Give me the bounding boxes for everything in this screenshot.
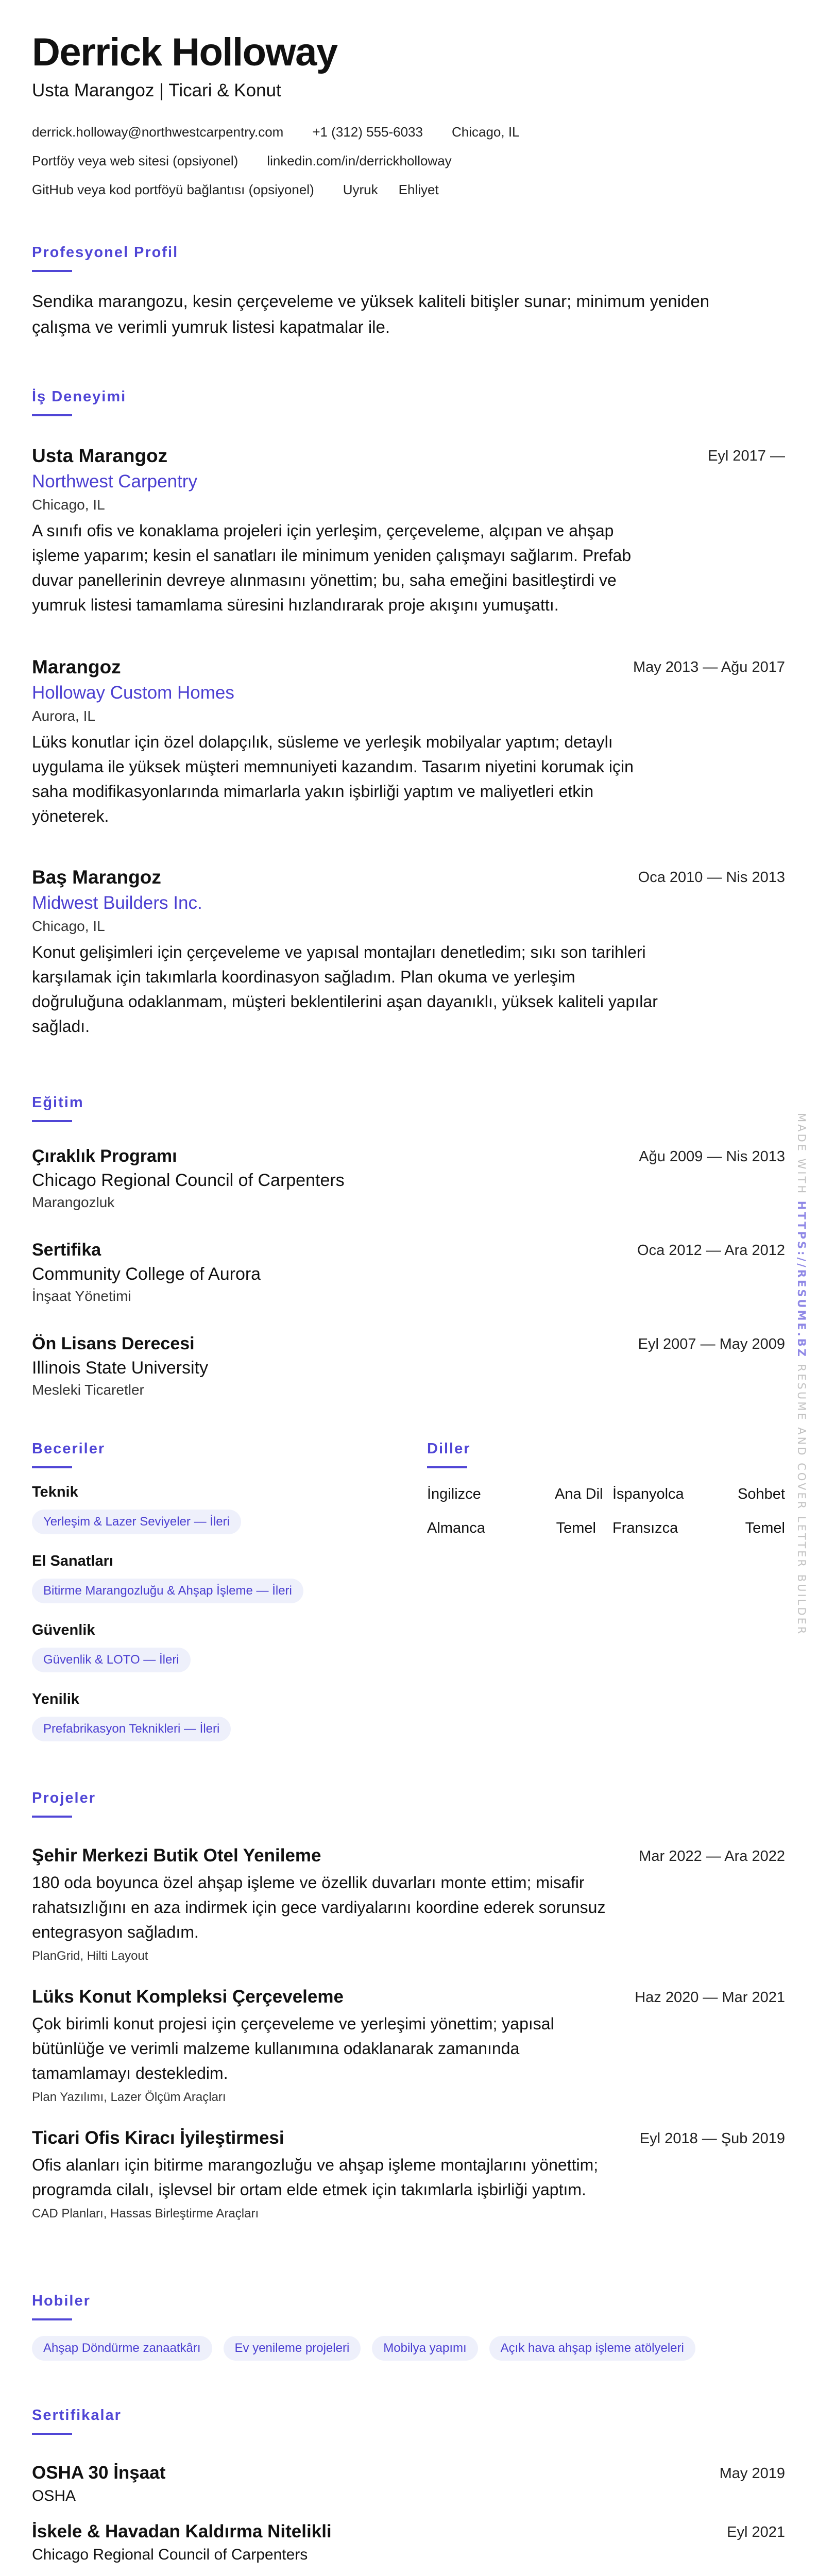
education-entry	[32, 1144, 785, 1213]
job-description: A sınıfı ofis ve konaklama projeleri için yerleşim, çerçeveleme, alçıpan ve ahşap işleme yaparım; kesin el sanatları ile minimum yeniden çalışmayı sağlarım. Prefab duvar panellerinin devreye alınmasını yönettim; bu, saha emeğini basitleştirdi ve yumruk listesi tamamlama süresini hızlandırarak proje akışını yumuşattı.	[32, 521, 632, 614]
phone-number: +1 (312) 555-6033	[312, 124, 423, 140]
skill-category: Güvenlik	[32, 1622, 95, 1638]
language-name: İngilizce	[427, 1486, 481, 1502]
certification-entry	[32, 2461, 785, 2507]
skill-category: El Sanatları	[32, 1553, 113, 1569]
skill-category: Yenilik	[32, 1691, 79, 1707]
section-divider	[32, 1816, 72, 1818]
job-location: Aurora, IL	[32, 708, 95, 724]
education-dates: Oca 2012 — Ara 2012	[637, 1242, 785, 1259]
certification-date: May 2019	[719, 2465, 785, 2482]
school-name: Chicago Regional Council of Carpenters	[32, 1171, 345, 1190]
section-title-languages: Diller	[427, 1440, 471, 1457]
project-dates: Mar 2022 — Ara 2022	[639, 1848, 785, 1865]
section-title-education: Eğitim	[32, 1094, 84, 1111]
github-link[interactable]: GitHub veya kod portföyü bağlantısı (opsiyonel)	[32, 182, 314, 197]
hobby-pill: Ev yenileme projeleri	[224, 2336, 361, 2361]
job-title: Usta Marangoz	[32, 445, 168, 466]
section-title-skills: Beceriler	[32, 1440, 106, 1457]
project-description: Çok birimli konut projesi için çerçeveleme ve yerleşimi yönettim; yapısal bütünlüğe ve verimli malzeme kullanımına odaklanarak zamanında tamamlamayı destekledim.	[32, 2014, 554, 2082]
nationality-text: Uyruk	[343, 182, 378, 197]
degree-title: Ön Lisans Derecesi	[32, 1334, 195, 1353]
contact-row-primary	[32, 123, 549, 141]
certification-issuer: OSHA	[32, 2487, 76, 2504]
experience-entry	[32, 443, 785, 617]
section-divider	[32, 2433, 72, 2435]
certification-title: İskele & Havadan Kaldırma Nitelikli	[32, 2521, 332, 2541]
field-of-study: Mesleki Ticaretler	[32, 1382, 144, 1398]
language-level: Sohbet	[738, 1486, 785, 1502]
section-title-hobbies: Hobiler	[32, 2293, 91, 2309]
skill-group	[32, 1620, 191, 1672]
degree-title: Sertifika	[32, 1240, 101, 1260]
section-title-profile: Profesyonel Profil	[32, 244, 179, 261]
certification-issuer: Chicago Regional Council of Carpenters	[32, 2546, 308, 2563]
project-tools: CAD Planları, Hassas Birleştirme Araçları	[32, 2207, 259, 2221]
hobby-pill: Ahşap Döndürme zanaatkârı	[32, 2336, 212, 2361]
language-name: Almanca	[427, 1520, 485, 1536]
section-title-certifications: Sertifikalar	[32, 2407, 122, 2424]
experience-entry	[32, 865, 785, 1039]
skill-pill: Prefabrikasyon Teknikleri — İleri	[32, 1717, 231, 1741]
profile-summary: Sendika marangozu, kesin çerçeveleme ve yüksek kaliteli bitişler sunar; minimum yeniden çalışma ve verimli yumruk listesi kapatmalar ile.	[32, 292, 710, 336]
project-description: 180 oda boyunca özel ahşap işleme ve özellik duvarları monte ettim; misafir rahatsızlığını en aza indirmek için gece vardiyalarını koordine ederek sorunsuz entegrasyon sağladım.	[32, 1873, 606, 1941]
certification-entry	[32, 2519, 785, 2566]
watermark-link[interactable]: HTTPS://RESUME.BZ	[795, 1200, 808, 1359]
school-name: Illinois State University	[32, 1358, 209, 1378]
section-title-experience: İş Deneyimi	[32, 388, 127, 405]
skill-group	[32, 1551, 303, 1603]
section-divider	[32, 1120, 72, 1122]
candidate-name: Derrick Holloway	[32, 30, 337, 74]
job-title: Baş Marangoz	[32, 867, 161, 888]
hobby-pill: Mobilya yapımı	[372, 2336, 478, 2361]
job-location: Chicago, IL	[32, 918, 105, 934]
project-title: Şehir Merkezi Butik Otel Yenileme	[32, 1845, 321, 1866]
experience-entry	[32, 654, 785, 828]
project-entry	[32, 1843, 785, 1966]
job-dates: Eyl 2017 —	[708, 448, 785, 464]
certification-title: OSHA 30 İnşaat	[32, 2463, 166, 2483]
skill-pill: Güvenlik & LOTO — İleri	[32, 1648, 191, 1672]
language-level: Temel	[745, 1520, 785, 1536]
languages-grid	[427, 1484, 785, 1552]
contact-row-extra	[32, 180, 468, 199]
job-company: Northwest Carpentry	[32, 471, 197, 492]
job-location: Chicago, IL	[32, 497, 105, 513]
watermark-prefix: MADE WITH	[795, 1113, 808, 1201]
job-description: Lüks konutlar için özel dolapçılık, süsleme ve yerleşik mobilyalar yaptım; detaylı uygulama ile yüksek müşteri memnuniyeti kazandım. Tasarım niyetini korumak için saha modifikasyonlarında mimarlarla yakın işbirliği yaptım ve maliyetleri etkin yöneterek.	[32, 733, 634, 825]
location-text: Chicago, IL	[451, 124, 520, 140]
education-dates: Eyl 2007 — May 2009	[638, 1336, 785, 1352]
job-company: Midwest Builders Inc.	[32, 893, 202, 913]
language-level: Ana Dil	[555, 1486, 603, 1502]
hobby-pill: Açık hava ahşap işleme atölyeleri	[489, 2336, 695, 2361]
job-title: Marangoz	[32, 656, 121, 677]
project-tools: PlanGrid, Hilti Layout	[32, 1949, 148, 1963]
language-name: Fransızca	[612, 1520, 678, 1536]
linkedin-link[interactable]: linkedin.com/in/derrickholloway	[267, 153, 452, 168]
field-of-study: Marangozluk	[32, 1194, 115, 1210]
field-of-study: İnşaat Yönetimi	[32, 1288, 131, 1304]
skill-pill: Bitirme Marangozluğu & Ahşap İşleme — İleri	[32, 1579, 303, 1603]
degree-title: Çıraklık Programı	[32, 1146, 177, 1166]
skill-group	[32, 1689, 231, 1741]
education-entry	[32, 1331, 785, 1400]
project-entry	[32, 2126, 785, 2224]
section-divider	[427, 1466, 467, 1468]
project-title: Lüks Konut Kompleksi Çerçeveleme	[32, 1987, 344, 2007]
contact-row-links	[32, 151, 481, 170]
project-dates: Eyl 2018 — Şub 2019	[639, 2130, 785, 2147]
job-dates: Oca 2010 — Nis 2013	[638, 869, 785, 886]
license-text: Ehliyet	[398, 182, 439, 197]
website-link[interactable]: Portföy veya web sitesi (opsiyonel)	[32, 153, 238, 168]
skill-group	[32, 1482, 241, 1534]
section-title-projects: Projeler	[32, 1790, 96, 1806]
project-tools: Plan Yazılımı, Lazer Ölçüm Araçları	[32, 2090, 226, 2104]
language-name: İspanyolca	[612, 1486, 684, 1502]
language-row	[427, 1518, 785, 1552]
project-entry	[32, 1985, 785, 2107]
language-level: Temel	[556, 1520, 596, 1536]
section-divider	[32, 1466, 72, 1468]
job-description: Konut gelişimleri için çerçeveleme ve yapısal montajları denetledim; sıkı son tarihleri karşılamak için takımlarla koordinasyon sağladım. Plan okuma ve yerleşim doğruluğuna odaklanmam, müşteri beklentilerini aşan dayanıklı, yüksek kaliteli yapılar sağladı.	[32, 943, 658, 1036]
skill-pill: Yerleşim & Lazer Seviyeler — İleri	[32, 1510, 241, 1534]
school-name: Community College of Aurora	[32, 1264, 261, 1284]
language-row	[427, 1484, 785, 1518]
project-description: Ofis alanları için bitirme marangozluğu ve ahşap işleme montajlarını yönettim; programda cilalı, işlevsel bir ortam elde etmek için takımlarla işbirliği yaptım.	[32, 2156, 599, 2199]
education-dates: Ağu 2009 — Nis 2013	[639, 1148, 785, 1165]
education-entry	[32, 1238, 785, 1307]
project-title: Ticari Ofis Kiracı İyileştirmesi	[32, 2128, 284, 2148]
job-dates: May 2013 — Ağu 2017	[633, 659, 785, 675]
project-dates: Haz 2020 — Mar 2021	[635, 1989, 785, 2006]
watermark-suffix: RESUME AND COVER LETTER BUILDER	[795, 1358, 808, 1636]
email-link[interactable]: derrick.holloway@northwestcarpentry.com	[32, 124, 284, 140]
section-divider	[32, 270, 72, 272]
candidate-title: Usta Marangoz | Ticari & Konut	[32, 80, 281, 100]
skill-category: Teknik	[32, 1484, 78, 1500]
hobbies-list	[32, 2336, 707, 2361]
builder-watermark	[795, 1113, 808, 1636]
section-divider	[32, 2318, 72, 2320]
job-company: Holloway Custom Homes	[32, 683, 234, 703]
section-divider	[32, 414, 72, 416]
certification-date: Eyl 2021	[727, 2524, 785, 2540]
